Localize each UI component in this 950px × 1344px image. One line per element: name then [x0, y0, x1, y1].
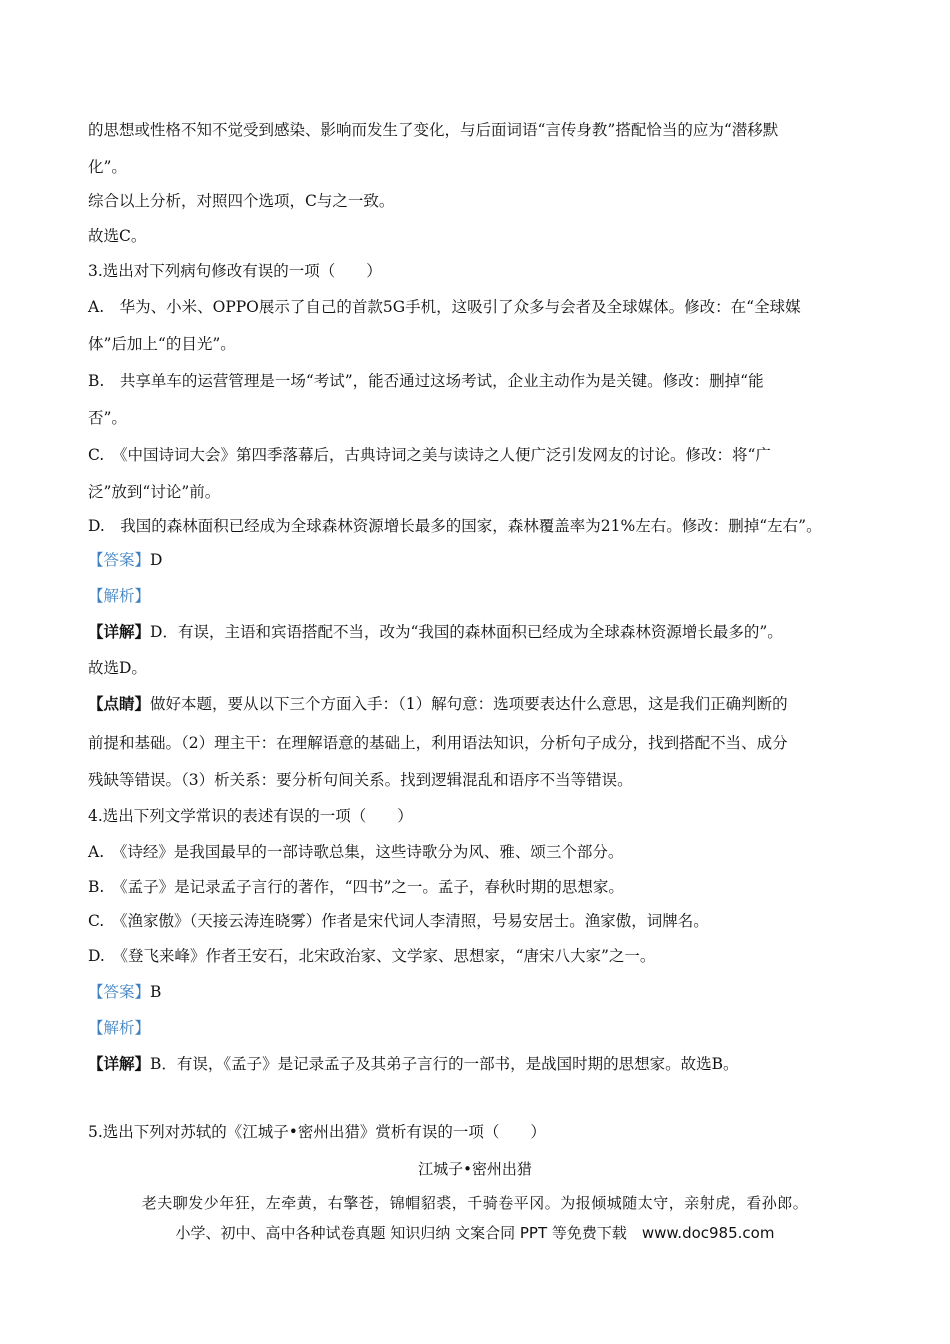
detail-label: 【详解】 — [88, 622, 151, 641]
q3-tip-cont: 前提和基础。（2）理主干：在理解语意的基础上，利用语法知识，分析句子成分，找到搭配不当、成分 — [88, 734, 788, 752]
option-b-cont: 否”。 — [88, 409, 127, 427]
q4-option-b: B. 《孟子》是记录孟子言行的著作，“四书”之一。孟子，春秋时期的思想家。 — [88, 878, 624, 896]
option-d: D. 我国的森林面积已经成为全球森林资源增长最多的国家，森林覆盖率为21%左右。修改：删掉“左右”。 — [88, 517, 822, 535]
poem-line: 老夫聊发少年狂，左牵黄，右擎苍，锦帽貂裘，千骑卷平冈。为报倾城随太守，亲射虎，看孙郎。 — [141, 1194, 809, 1212]
q4-option-c: C. 《渔家傲》（天接云涛连晓雾）作者是宋代词人李清照，号易安居士。渔家傲，词牌名。 — [88, 912, 709, 930]
tip-label: 【点睛】 — [88, 694, 151, 713]
question-5: 5.选出下列对苏轼的《江城子•密州出猎》赏析有误的一项（ ） — [88, 1123, 546, 1141]
q3-conclusion: 故选D。 — [88, 659, 147, 677]
answer-value: D — [150, 551, 163, 569]
text-line: 故选C。 — [88, 227, 147, 245]
option-a-cont: 体”后加上“的目光”。 — [88, 335, 236, 353]
detail-text: D．有误，主语和宾语搭配不当，改为“我国的森林面积已经成为全球森林资源增长最多的”。 — [150, 623, 783, 641]
detail-text: B．有误，《孟子》是记录孟子及其弟子言行的一部书，是战国时期的思想家。故选B。 — [150, 1055, 739, 1073]
poem-title: 江城子•密州出猎 — [418, 1160, 532, 1178]
answer-label: 【答案】 — [88, 983, 151, 1001]
q4-option-d: D. 《登飞来峰》作者王安石，北宋政治家、文学家、思想家，“唐宋八大家”之一。 — [88, 947, 656, 965]
option-b: B. 共享单车的运营管理是一场“考试”，能否通过这场考试，企业主动作为是关键。修改：删掉“能 — [88, 372, 764, 390]
answer-value: B — [150, 983, 162, 1001]
page-footer: 小学、初中、高中各种试卷真题 知识归纳 文案合同 PPT 等免费下载 www.doc985.com — [175, 1224, 775, 1242]
question-4: 4.选出下列文学常识的表述有误的一项（ ） — [88, 807, 413, 825]
option-c-cont: 泛”放到“讨论”前。 — [88, 483, 221, 501]
option-c: C. 《中国诗词大会》第四季落幕后，古典诗词之美与读诗之人便广泛引发网友的讨论。修改：将“广 — [88, 446, 771, 464]
question-3: 3.选出对下列病句修改有误的一项（ ） — [88, 262, 382, 280]
tip-text: 做好本题，要从以下三个方面入手：（1）解句意：选项要表达什么意思，这是我们正确判断的 — [150, 695, 788, 713]
q4-answer — [88, 982, 161, 1002]
q3-tip — [88, 694, 788, 714]
answer-label: 【答案】 — [88, 551, 151, 569]
text-line: 综合以上分析，对照四个选项，C与之一致。 — [88, 192, 395, 210]
q4-option-a: A. 《诗经》是我国最早的一部诗歌总集，这些诗歌分为风、雅、颂三个部分。 — [88, 843, 624, 861]
q3-analysis-label: 【解析】 — [88, 587, 151, 605]
q4-detail — [88, 1054, 739, 1074]
q4-analysis-label: 【解析】 — [88, 1019, 151, 1037]
text-line: 的思想或性格不知不觉受到感染、影响而发生了变化，与后面词语“言传身教”搭配恰当的应为“潜移默 — [88, 121, 779, 139]
detail-label: 【详解】 — [88, 1054, 151, 1073]
text-line: 化”。 — [88, 158, 127, 176]
option-a: A. 华为、小米、OPPO展示了自己的首款5G手机，这吸引了众多与会者及全球媒体。修改：在“全球媒 — [88, 298, 801, 316]
q3-detail — [88, 622, 783, 642]
q3-tip-cont: 残缺等错误。（3）析关系：要分析句间关系。找到逻辑混乱和语序不当等错误。 — [88, 771, 633, 789]
q3-answer — [88, 550, 162, 570]
